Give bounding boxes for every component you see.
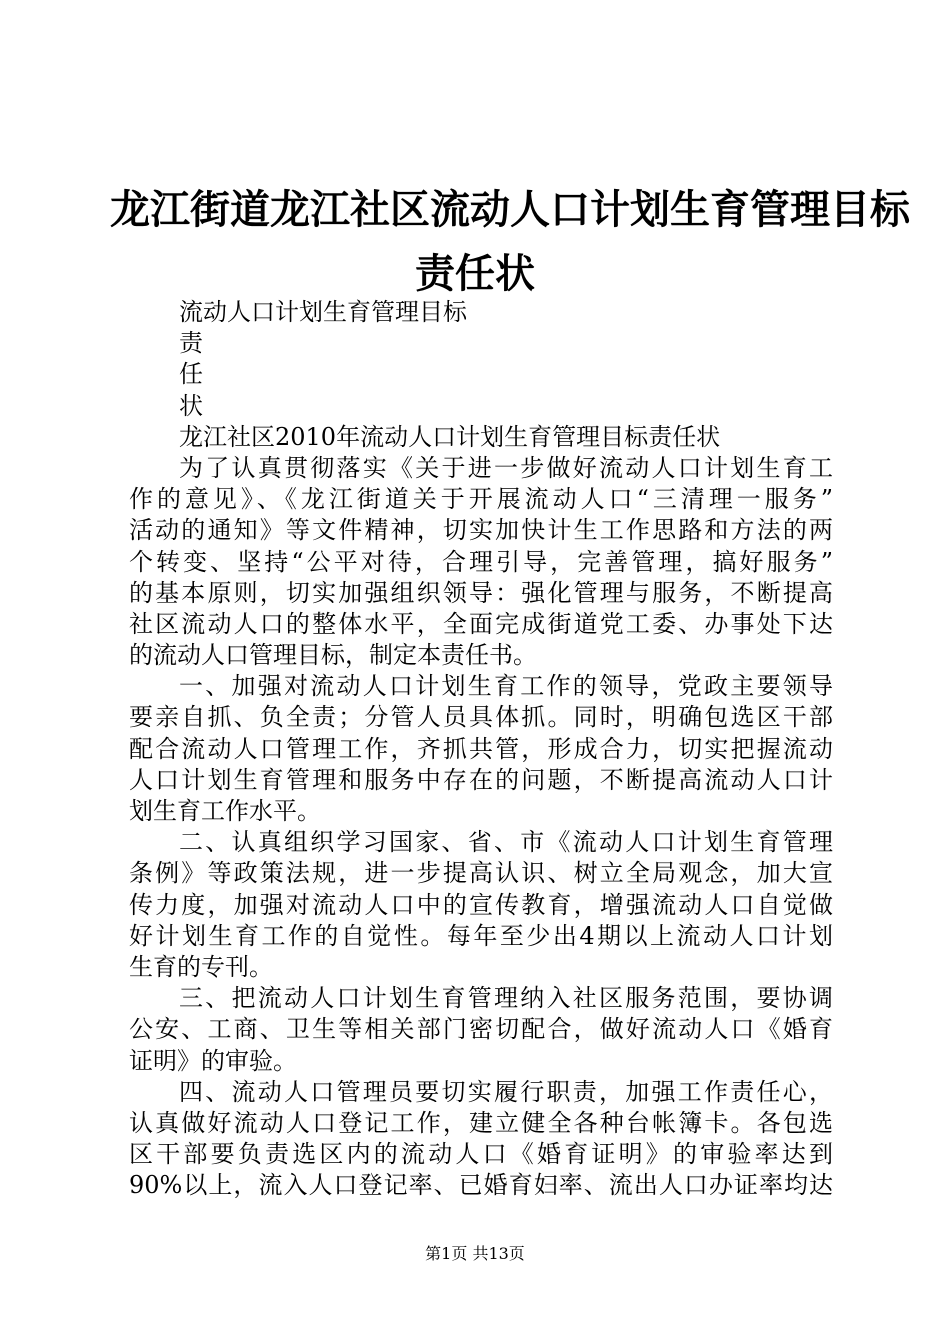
text-line: 一、加强对流动人口计划生育工作的领导，党政主要领导: [179, 672, 833, 701]
text-line: 条例》等政策法规，进一步提高认识、树立全局观念，加大宣: [129, 859, 833, 888]
text-line: 好计划生育工作的自觉性。每年至少出4期以上流动人口计划: [129, 921, 833, 950]
text-line: 的流动人口管理目标，制定本责任书。: [129, 641, 537, 670]
text-line: 证明》的审验。: [129, 1046, 297, 1075]
text-line: 龙江社区2010年流动人口计划生育管理目标责任状: [179, 422, 721, 451]
text-line: 四、流动人口管理员要切实履行职责，加强工作责任心，: [179, 1077, 833, 1106]
page-footer: 第1页 共13页: [425, 1244, 525, 1263]
text-line: 为了认真贯彻落实《关于进一步做好流动人口计划生育工: [179, 453, 833, 482]
text-line: 认真做好流动人口登记工作，建立健全各种台帐簿卡。各包选: [129, 1108, 833, 1137]
text-line: 社区流动人口的整体水平，全面完成街道党工委、办事处下达: [129, 609, 833, 638]
text-line: 人口计划生育管理和服务中存在的问题，不断提高流动人口计: [129, 765, 833, 794]
text-line: 公安、工商、卫生等相关部门密切配合，做好流动人口《婚育: [129, 1015, 833, 1044]
document-title-line-2: 责任状: [415, 250, 535, 297]
text-line: 传力度，加强对流动人口中的宣传教育，增强流动人口自觉做: [129, 890, 833, 919]
text-line: 流动人口计划生育管理目标: [179, 298, 467, 326]
text-line: 责: [179, 329, 203, 358]
document-title-line-1: 龙江街道龙江社区流动人口计划生育管理目标: [110, 186, 910, 233]
text-line: 区干部要负责选区内的流动人口《婚育证明》的审验率达到: [129, 1140, 833, 1169]
text-line: 划生育工作水平。: [129, 797, 321, 825]
text-line: 三、把流动人口计划生育管理纳入社区服务范围，要协调: [179, 984, 833, 1013]
text-line: 作的意见》、《龙江街道关于开展流动人口“三清理一服务”: [129, 485, 833, 514]
document-body: [129, 297, 833, 1201]
text-line: 要亲自抓、负全责；分管人员具体抓。同时，明确包选区干部: [129, 703, 833, 732]
text-line: 配合流动人口管理工作，齐抓共管，形成合力，切实把握流动: [129, 734, 833, 763]
text-line: 的基本原则，切实加强组织领导：强化管理与服务，不断提高: [129, 578, 833, 607]
text-line: 个转变、坚持“公平对待，合理引导，完善管理，搞好服务”: [129, 547, 833, 576]
text-line: 状: [179, 391, 203, 420]
text-line: 任: [179, 360, 203, 389]
text-line: 生育的专刊。: [129, 952, 273, 981]
text-line: 二、认真组织学习国家、省、市《流动人口计划生育管理: [179, 828, 833, 857]
text-line: 活动的通知》等文件精神，切实加快计生工作思路和方法的两: [129, 516, 833, 545]
text-line: 90%以上，流入人口登记率、已婚育妇率、流出人口办证率均达: [129, 1171, 833, 1200]
